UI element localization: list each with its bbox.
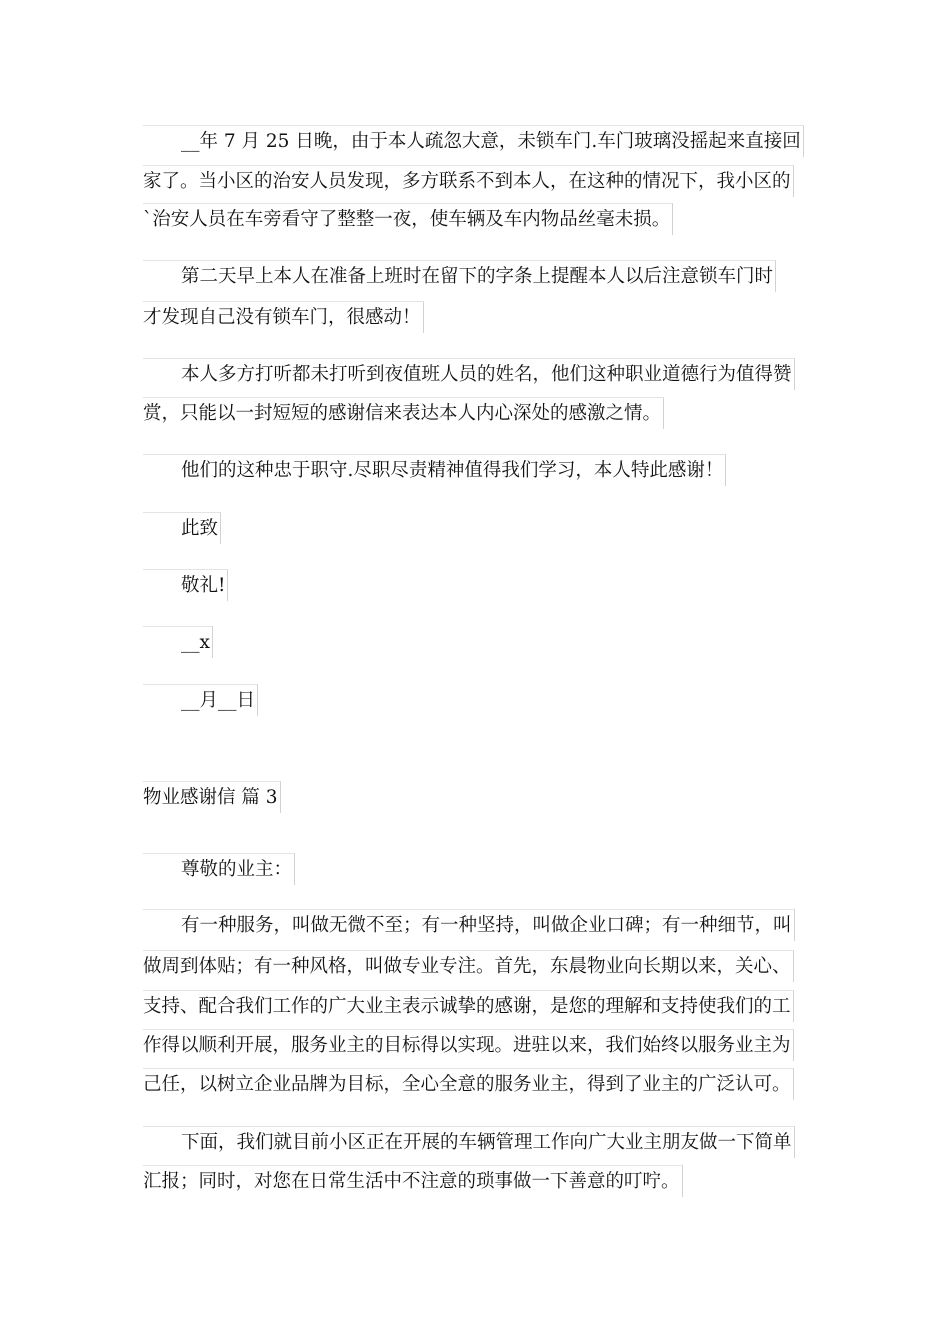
paragraph-5-line-3: 支持、配合我们工作的广大业主表示诚挚的感谢，是您的理解和支持使我们的工 bbox=[143, 990, 794, 1022]
closing-regards: 敬礼! bbox=[143, 569, 228, 601]
paragraph-2-line-2: 才发现自己没有锁车门，很感动！ bbox=[143, 301, 424, 333]
paragraph-2-line-1: 第二天早上本人在准备上班时在留下的字条上提醒本人以后注意锁车门时 bbox=[143, 260, 776, 292]
paragraph-5-line-4: 作得以顺利开展，服务业主的目标得以实现。进驻以来，我们始终以服务业主为 bbox=[143, 1029, 794, 1061]
paragraph-6-line-1: 下面，我们就目前小区正在开展的车辆管理工作向广大业主朋友做一下简单 bbox=[143, 1126, 795, 1158]
signature-line: __x bbox=[143, 626, 213, 658]
paragraph-5-line-2: 做周到体贴；有一种风格，叫做专业专注。首先，东晨物业向长期以来，关心、 bbox=[143, 950, 794, 982]
date-line: __月__日 bbox=[143, 684, 258, 716]
paragraph-3-line-1: 本人多方打听都未打听到夜值班人员的姓名，他们这种职业道德行为值得赞 bbox=[143, 358, 795, 390]
paragraph-5-line-1: 有一种服务，叫做无微不至；有一种坚持，叫做企业口碑；有一种细节，叫 bbox=[143, 909, 795, 941]
paragraph-1-line-1: __年 7 月 25 日晚，由于本人疏忽大意，未锁车门.车门玻璃没摇起来直接回 bbox=[143, 125, 804, 157]
paragraph-6-line-2: 汇报；同时，对您在日常生活中不注意的琐事做一下善意的叮咛。 bbox=[143, 1165, 683, 1197]
paragraph-1-line-3: `治安人员在车旁看守了整整一夜，使车辆及车内物品丝毫未损。 bbox=[143, 203, 673, 235]
paragraph-3-line-2: 赏，只能以一封短短的感谢信来表达本人内心深处的感激之情。 bbox=[143, 397, 664, 429]
closing-salutation: 此致 bbox=[143, 512, 221, 544]
greeting-line: 尊敬的业主： bbox=[143, 853, 295, 885]
section-title: 物业感谢信 篇 3 bbox=[143, 781, 281, 813]
paragraph-4-line-1: 他们的这种忠于职守.尽职尽责精神值得我们学习，本人特此感谢！ bbox=[143, 454, 726, 486]
paragraph-5-line-5: 己任，以树立企业品牌为目标，全心全意的服务业主，得到了业主的广泛认可。 bbox=[143, 1068, 794, 1100]
paragraph-1-line-2: 家了。当小区的治安人员发现，多方联系不到本人，在这种的情况下，我小区的 bbox=[143, 165, 794, 197]
